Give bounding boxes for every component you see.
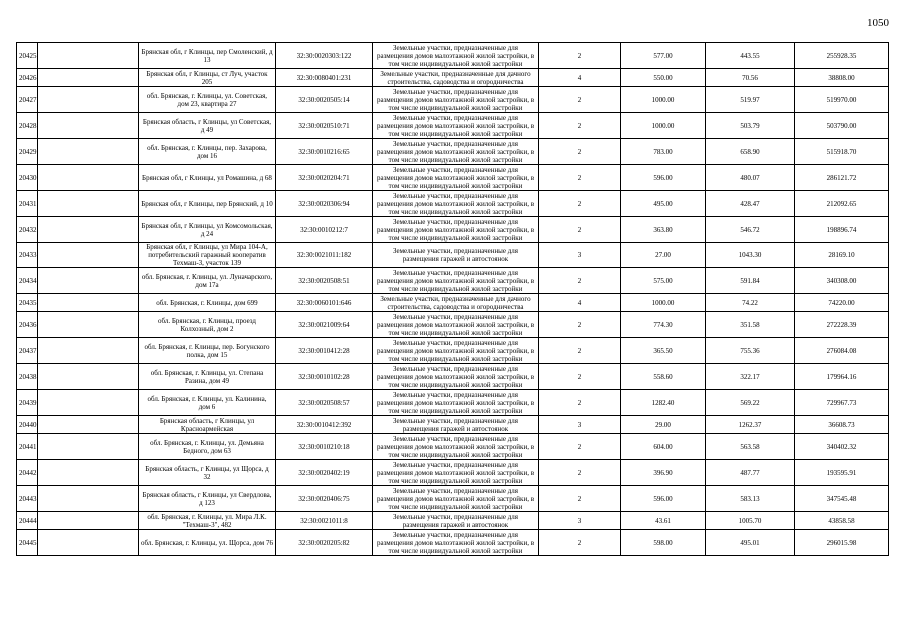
row-number-cell: 20439 [17,390,38,416]
table-row [17,268,889,294]
row-margin-cell [38,43,139,69]
cadastral-value-cell: 729967.73 [795,390,889,416]
cadastral-value-cell: 198896.74 [795,217,889,243]
cadastral-value-cell: 286121.72 [795,165,889,191]
land-use-type-cell: Земельные участки, предназначенные для размещения домов малоэтажной жилой застройки, в том числе индивидуальной жилой застройки [373,390,539,416]
land-use-type-cell: Земельные участки, предназначенные для размещения домов малоэтажной жилой застройки, в том числе индивидуальной жилой застройки [373,268,539,294]
address-cell: обл. Брянская, г. Клинцы, пер. Богунского полка, дом 15 [139,338,276,364]
row-number-cell: 20428 [17,113,38,139]
specific-value-cell: 755.36 [706,338,795,364]
row-number-cell: 20427 [17,87,38,113]
land-use-type-cell: Земельные участки, предназначенные для размещения гаражей и автостоянок [373,512,539,530]
area-cell: 1000.00 [621,294,706,312]
row-margin-cell [38,243,139,268]
cadastral-value-cell: 255928.35 [795,43,889,69]
specific-value-cell: 428.47 [706,191,795,217]
row-margin-cell [38,268,139,294]
area-cell: 363.80 [621,217,706,243]
specific-value-cell: 591.84 [706,268,795,294]
land-use-type-cell: Земельные участки, предназначенные для размещения домов малоэтажной жилой застройки, в том числе индивидуальной жилой застройки [373,113,539,139]
table-row [17,294,889,312]
table-row [17,191,889,217]
row-margin-cell [38,191,139,217]
land-register-table [16,42,889,556]
group-cell: 2 [539,486,621,512]
row-number-cell: 20444 [17,512,38,530]
area-cell: 27.00 [621,243,706,268]
group-cell: 4 [539,294,621,312]
land-use-type-cell: Земельные участки, предназначенные для размещения домов малоэтажной жилой застройки, в том числе индивидуальной жилой застройки [373,165,539,191]
cadastral-value-cell: 519970.00 [795,87,889,113]
row-number-cell: 20429 [17,139,38,165]
specific-value-cell: 1262.37 [706,416,795,434]
cadastral-number-cell: 32:30:0010210:18 [276,434,373,460]
cadastral-number-cell: 32:30:0020204:71 [276,165,373,191]
group-cell: 2 [539,87,621,113]
table-row [17,530,889,556]
address-cell: обл. Брянская, г. Клинцы, ул. Луначарского, дом 17а [139,268,276,294]
area-cell: 43.61 [621,512,706,530]
land-use-type-cell: Земельные участки, предназначенные для размещения домов малоэтажной жилой застройки, в том числе индивидуальной жилой застройки [373,460,539,486]
area-cell: 550.00 [621,69,706,87]
group-cell: 2 [539,530,621,556]
cadastral-number-cell: 32:30:0010102:28 [276,364,373,390]
row-margin-cell [38,338,139,364]
group-cell: 2 [539,460,621,486]
address-cell: Брянская область, г Клинцы, ул Советская, д 49 [139,113,276,139]
table-row [17,512,889,530]
page-number: 1050 [867,17,889,29]
table-row [17,43,889,69]
specific-value-cell: 351.58 [706,312,795,338]
address-cell: Брянская область, г Клинцы, ул Щорса, д 32 [139,460,276,486]
cadastral-number-cell: 32:30:0020303:122 [276,43,373,69]
cadastral-value-cell: 193595.91 [795,460,889,486]
row-margin-cell [38,113,139,139]
row-number-cell: 20430 [17,165,38,191]
row-margin-cell [38,530,139,556]
area-cell: 604.00 [621,434,706,460]
area-cell: 1282.40 [621,390,706,416]
cadastral-value-cell: 36608.73 [795,416,889,434]
address-cell: Брянская обл, г Клинцы, ст Луч, участок 205 [139,69,276,87]
area-cell: 596.00 [621,165,706,191]
cadastral-number-cell: 32:30:0010412:392 [276,416,373,434]
land-use-type-cell: Земельные участки, предназначенные для размещения домов малоэтажной жилой застройки, в том числе индивидуальной жилой застройки [373,191,539,217]
cadastral-value-cell: 296015.98 [795,530,889,556]
address-cell: обл. Брянская, г. Клинцы, ул. Демьяна Бедного, дом 63 [139,434,276,460]
specific-value-cell: 519.97 [706,87,795,113]
area-cell: 1000.00 [621,113,706,139]
address-cell: обл. Брянская, г. Клинцы, проезд Колхозный, дом 2 [139,312,276,338]
cadastral-value-cell: 28169.10 [795,243,889,268]
cadastral-value-cell: 515918.70 [795,139,889,165]
area-cell: 365.50 [621,338,706,364]
specific-value-cell: 480.07 [706,165,795,191]
row-number-cell: 20426 [17,69,38,87]
area-cell: 596.00 [621,486,706,512]
table-row [17,416,889,434]
cadastral-value-cell: 503790.00 [795,113,889,139]
specific-value-cell: 546.72 [706,217,795,243]
cadastral-value-cell: 212092.65 [795,191,889,217]
specific-value-cell: 1043.30 [706,243,795,268]
row-number-cell: 20442 [17,460,38,486]
area-cell: 396.90 [621,460,706,486]
row-margin-cell [38,512,139,530]
specific-value-cell: 322.17 [706,364,795,390]
cadastral-value-cell: 347545.48 [795,486,889,512]
table-row [17,217,889,243]
land-use-type-cell: Земельные участки, предназначенные для размещения домов малоэтажной жилой застройки, в том числе индивидуальной жилой застройки [373,486,539,512]
specific-value-cell: 503.79 [706,113,795,139]
land-use-type-cell: Земельные участки, предназначенные для дачного строительства, садоводства и огородничества [373,69,539,87]
group-cell: 2 [539,43,621,69]
table-row [17,486,889,512]
address-cell: Брянская обл, г Клинцы, пер Смоленский, д 13 [139,43,276,69]
area-cell: 783.00 [621,139,706,165]
land-use-type-cell: Земельные участки, предназначенные для размещения домов малоэтажной жилой застройки, в том числе индивидуальной жилой застройки [373,530,539,556]
group-cell: 2 [539,191,621,217]
group-cell: 3 [539,512,621,530]
cadastral-number-cell: 32:30:0020306:94 [276,191,373,217]
row-margin-cell [38,416,139,434]
land-use-type-cell: Земельные участки, предназначенные для дачного строительства, садоводства и огородничества [373,294,539,312]
cadastral-value-cell: 74220.00 [795,294,889,312]
cadastral-number-cell: 32:30:0020406:75 [276,486,373,512]
row-margin-cell [38,364,139,390]
cadastral-number-cell: 32:30:0010216:65 [276,139,373,165]
specific-value-cell: 443.55 [706,43,795,69]
specific-value-cell: 74.22 [706,294,795,312]
row-number-cell: 20433 [17,243,38,268]
cadastral-number-cell: 32:30:0020205:82 [276,530,373,556]
land-use-type-cell: Земельные участки, предназначенные для размещения домов малоэтажной жилой застройки, в том числе индивидуальной жилой застройки [373,139,539,165]
land-use-type-cell: Земельные участки, предназначенные для размещения домов малоэтажной жилой застройки, в том числе индивидуальной жилой застройки [373,364,539,390]
area-cell: 558.60 [621,364,706,390]
table-row [17,460,889,486]
area-cell: 1000.00 [621,87,706,113]
group-cell: 2 [539,113,621,139]
group-cell: 2 [539,217,621,243]
row-number-cell: 20436 [17,312,38,338]
cadastral-number-cell: 32:30:0020508:51 [276,268,373,294]
row-number-cell: 20434 [17,268,38,294]
cadastral-value-cell: 276084.08 [795,338,889,364]
address-cell: обл. Брянская, г. Клинцы, дом 699 [139,294,276,312]
row-margin-cell [38,69,139,87]
cadastral-value-cell: 340308.00 [795,268,889,294]
area-cell: 774.30 [621,312,706,338]
row-margin-cell [38,87,139,113]
address-cell: Брянская обл, г Клинцы, пер Брянский, д 10 [139,191,276,217]
row-number-cell: 20443 [17,486,38,512]
table-row [17,390,889,416]
address-cell: обл. Брянская, г. Клинцы, ул. Советская, дом 23, квартира 27 [139,87,276,113]
table-body [17,43,889,556]
row-number-cell: 20435 [17,294,38,312]
cadastral-number-cell: 32:30:0021011:182 [276,243,373,268]
group-cell: 2 [539,312,621,338]
specific-value-cell: 70.56 [706,69,795,87]
cadastral-number-cell: 32:30:0020505:14 [276,87,373,113]
row-number-cell: 20445 [17,530,38,556]
group-cell: 2 [539,268,621,294]
row-number-cell: 20438 [17,364,38,390]
cadastral-number-cell: 32:30:0021009:64 [276,312,373,338]
group-cell: 2 [539,364,621,390]
table-row [17,165,889,191]
table-row [17,87,889,113]
specific-value-cell: 1005.70 [706,512,795,530]
land-use-type-cell: Земельные участки, предназначенные для размещения домов малоэтажной жилой застройки, в том числе индивидуальной жилой застройки [373,312,539,338]
area-cell: 575.00 [621,268,706,294]
address-cell: обл. Брянская, г. Клинцы, ул. Мира Л.К. "Техмаш-3", 482 [139,512,276,530]
specific-value-cell: 658.90 [706,139,795,165]
area-cell: 495.00 [621,191,706,217]
row-number-cell: 20441 [17,434,38,460]
table-row [17,243,889,268]
cadastral-number-cell: 32:30:0020402:19 [276,460,373,486]
area-cell: 577.00 [621,43,706,69]
table-row [17,364,889,390]
address-cell: обл. Брянская, г. Клинцы, ул. Щорса, дом 76 [139,530,276,556]
land-use-type-cell: Земельные участки, предназначенные для размещения домов малоэтажной жилой застройки, в том числе индивидуальной жилой застройки [373,43,539,69]
address-cell: Брянская область, г Клинцы, ул Красноармейская [139,416,276,434]
address-cell: обл. Брянская, г. Клинцы, пер. Захарова, дом 16 [139,139,276,165]
specific-value-cell: 487.77 [706,460,795,486]
land-use-type-cell: Земельные участки, предназначенные для размещения гаражей и автостоянок [373,416,539,434]
address-cell: обл. Брянская, г. Клинцы, ул. Калинина, дом 6 [139,390,276,416]
table-row [17,113,889,139]
group-cell: 2 [539,139,621,165]
land-use-type-cell: Земельные участки, предназначенные для размещения домов малоэтажной жилой застройки, в том числе индивидуальной жилой застройки [373,217,539,243]
address-cell: Брянская обл, г Клинцы, ул Комсомольская, д 24 [139,217,276,243]
group-cell: 2 [539,165,621,191]
cadastral-number-cell: 32:30:0020508:57 [276,390,373,416]
area-cell: 598.00 [621,530,706,556]
row-margin-cell [38,390,139,416]
group-cell: 4 [539,69,621,87]
specific-value-cell: 495.01 [706,530,795,556]
table-row [17,312,889,338]
row-margin-cell [38,434,139,460]
land-use-type-cell: Земельные участки, предназначенные для размещения гаражей и автостоянок [373,243,539,268]
table-row [17,338,889,364]
cadastral-number-cell: 32:30:0010212:7 [276,217,373,243]
row-margin-cell [38,460,139,486]
row-number-cell: 20437 [17,338,38,364]
cadastral-number-cell: 32:30:0080401:231 [276,69,373,87]
area-cell: 29.00 [621,416,706,434]
cadastral-number-cell: 32:30:0010412:28 [276,338,373,364]
row-margin-cell [38,139,139,165]
cadastral-number-cell: 32:30:0020510:71 [276,113,373,139]
row-margin-cell [38,486,139,512]
group-cell: 3 [539,416,621,434]
group-cell: 3 [539,243,621,268]
address-cell: Брянская обл, г Клинцы, ул Мира 104-А, потребительский гаражный кооператив Техмаш-3, участок 139 [139,243,276,268]
address-cell: Брянская обл, г Клинцы, ул Ромашина, д 68 [139,165,276,191]
specific-value-cell: 583.13 [706,486,795,512]
address-cell: обл. Брянская, г. Клинцы, ул. Степана Разина, дом 49 [139,364,276,390]
cadastral-value-cell: 340402.32 [795,434,889,460]
table-row [17,434,889,460]
row-number-cell: 20440 [17,416,38,434]
specific-value-cell: 563.58 [706,434,795,460]
address-cell: Брянская область, г Клинцы, ул Свердлова, д 123 [139,486,276,512]
row-margin-cell [38,165,139,191]
table-row [17,139,889,165]
table-row [17,69,889,87]
row-number-cell: 20432 [17,217,38,243]
cadastral-number-cell: 32:30:0060101:646 [276,294,373,312]
cadastral-value-cell: 179964.16 [795,364,889,390]
cadastral-value-cell: 43858.58 [795,512,889,530]
land-use-type-cell: Земельные участки, предназначенные для размещения домов малоэтажной жилой застройки, в том числе индивидуальной жилой застройки [373,434,539,460]
land-use-type-cell: Земельные участки, предназначенные для размещения домов малоэтажной жилой застройки, в том числе индивидуальной жилой застройки [373,338,539,364]
group-cell: 2 [539,338,621,364]
cadastral-number-cell: 32:30:0021011:8 [276,512,373,530]
group-cell: 2 [539,390,621,416]
specific-value-cell: 569.22 [706,390,795,416]
group-cell: 2 [539,434,621,460]
cadastral-value-cell: 38808.00 [795,69,889,87]
row-margin-cell [38,294,139,312]
row-number-cell: 20431 [17,191,38,217]
row-margin-cell [38,217,139,243]
cadastral-value-cell: 272228.39 [795,312,889,338]
land-use-type-cell: Земельные участки, предназначенные для размещения домов малоэтажной жилой застройки, в том числе индивидуальной жилой застройки [373,87,539,113]
row-margin-cell [38,312,139,338]
row-number-cell: 20425 [17,43,38,69]
